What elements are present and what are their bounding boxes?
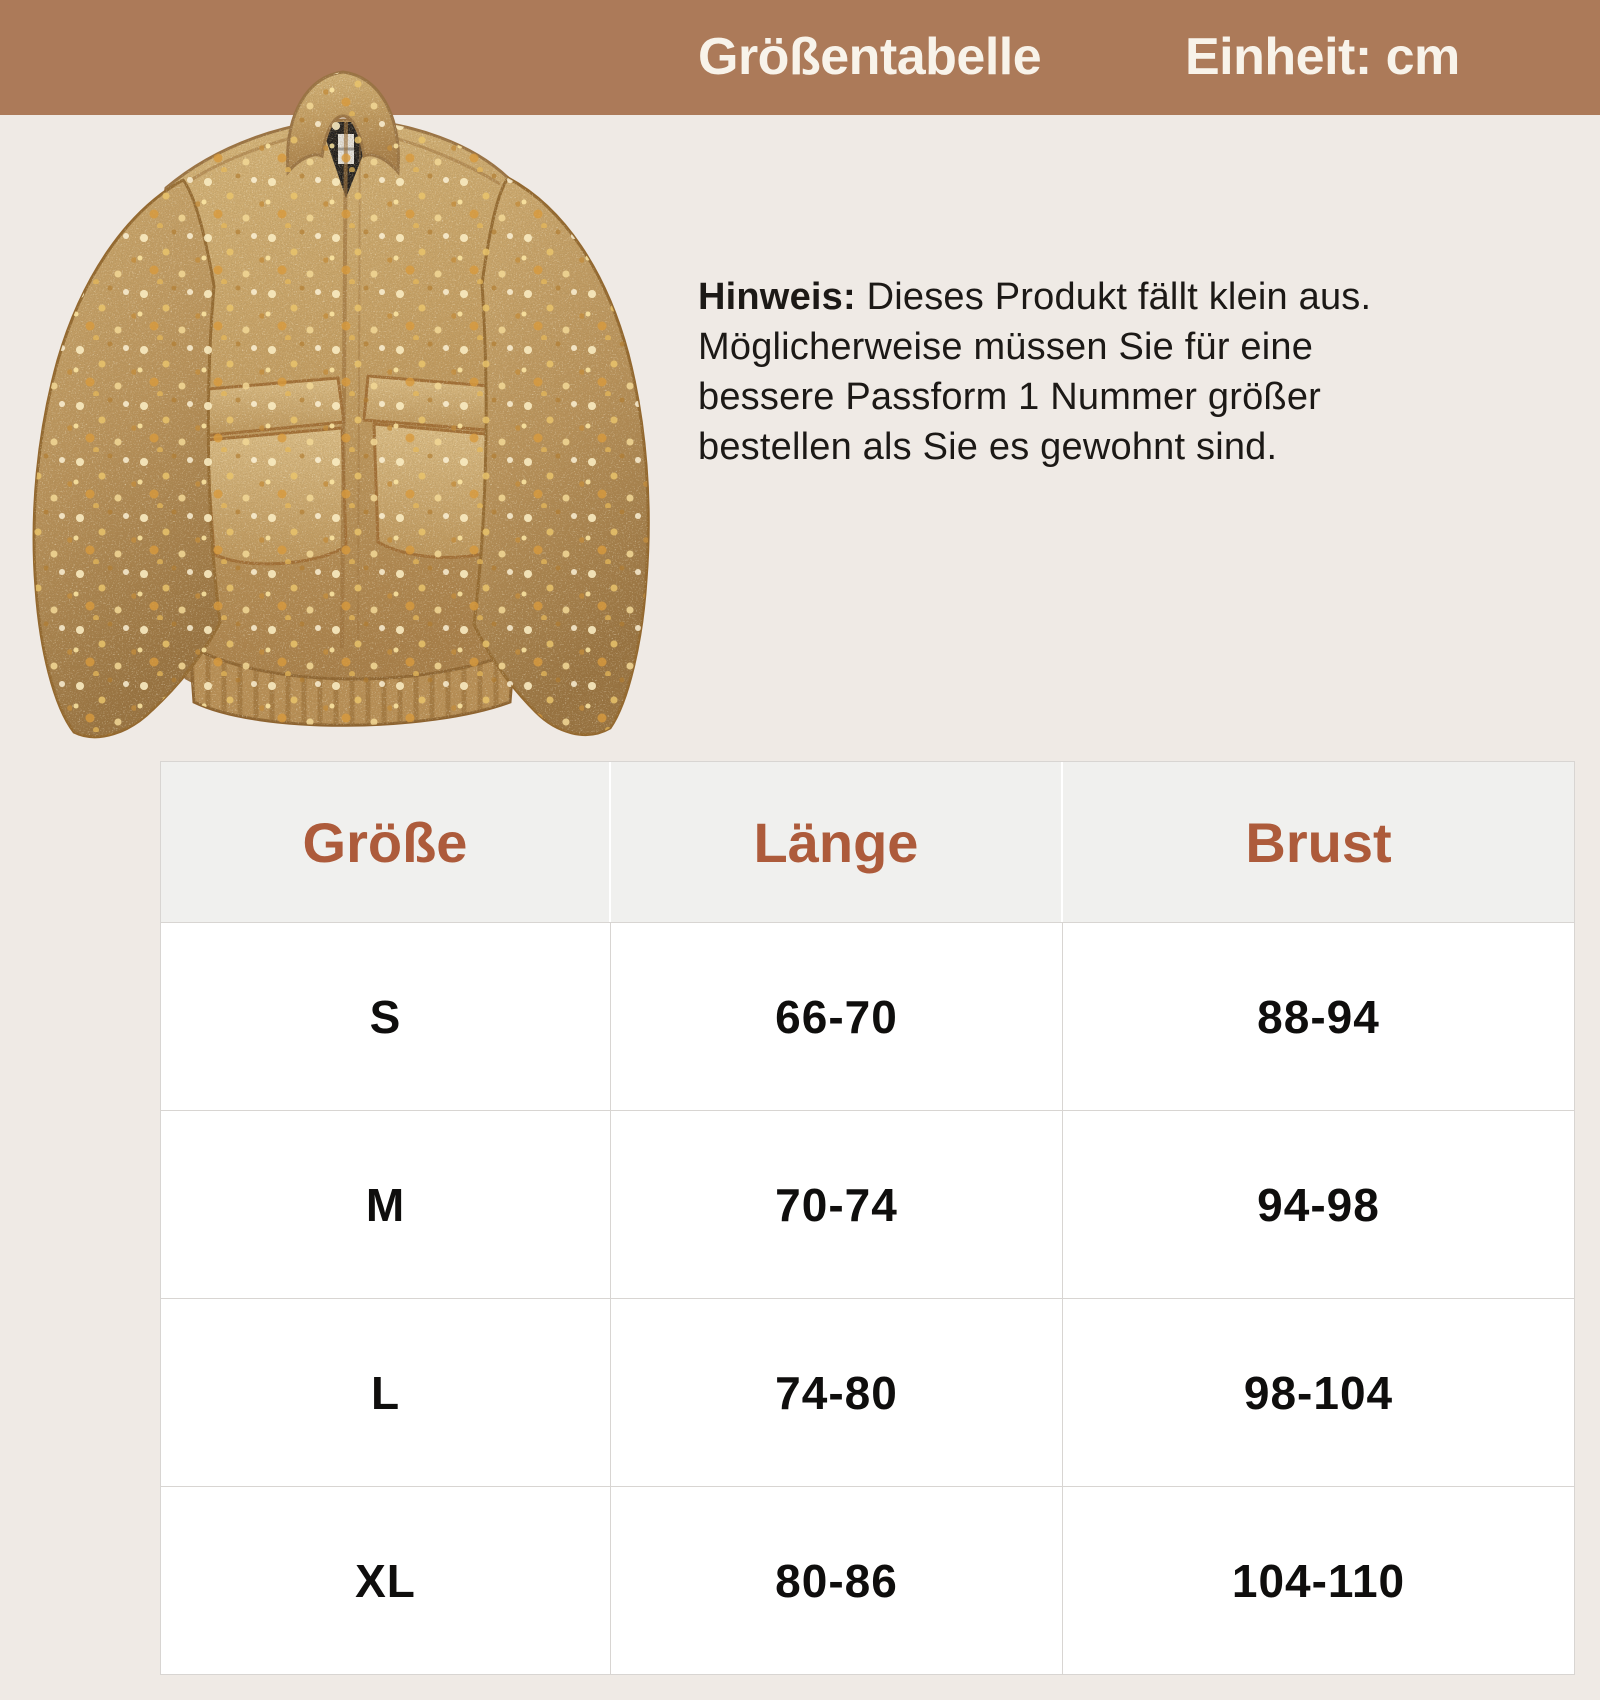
fit-note (698, 272, 1398, 472)
cell-size-l: L (161, 1298, 611, 1486)
column-header-length: Länge (611, 762, 1063, 922)
unit-label: Einheit: cm (1185, 28, 1460, 86)
cell-length-l: 74-80 (611, 1298, 1063, 1486)
cell-length-m: 70-74 (611, 1110, 1063, 1298)
column-header-size: Größe (161, 762, 611, 922)
cell-chest-l: 98-104 (1063, 1298, 1574, 1486)
product-jacket-image (8, 60, 653, 740)
cell-size-m: M (161, 1110, 611, 1298)
page-title: Größentabelle (698, 28, 1042, 86)
cell-size-xl: XL (161, 1486, 611, 1674)
fit-note-line: Hinweis: Dieses Produkt fällt klein aus. (698, 276, 1372, 318)
cell-length-s: 66-70 (611, 922, 1063, 1110)
fit-note-line: Möglicherweise müssen Sie für eine (698, 326, 1314, 368)
fit-note-line: bestellen als Sie es gewohnt sind. (698, 426, 1278, 468)
cell-chest-s: 88-94 (1063, 922, 1574, 1110)
cell-chest-m: 94-98 (1063, 1110, 1574, 1298)
size-table (160, 761, 1575, 1675)
fit-note-prefix: Hinweis: (698, 276, 856, 318)
column-header-chest: Brust (1063, 762, 1574, 922)
cell-chest-xl: 104-110 (1063, 1486, 1574, 1674)
cell-size-s: S (161, 922, 611, 1110)
cell-length-xl: 80-86 (611, 1486, 1063, 1674)
fit-note-line: bessere Passform 1 Nummer größer (698, 376, 1322, 418)
